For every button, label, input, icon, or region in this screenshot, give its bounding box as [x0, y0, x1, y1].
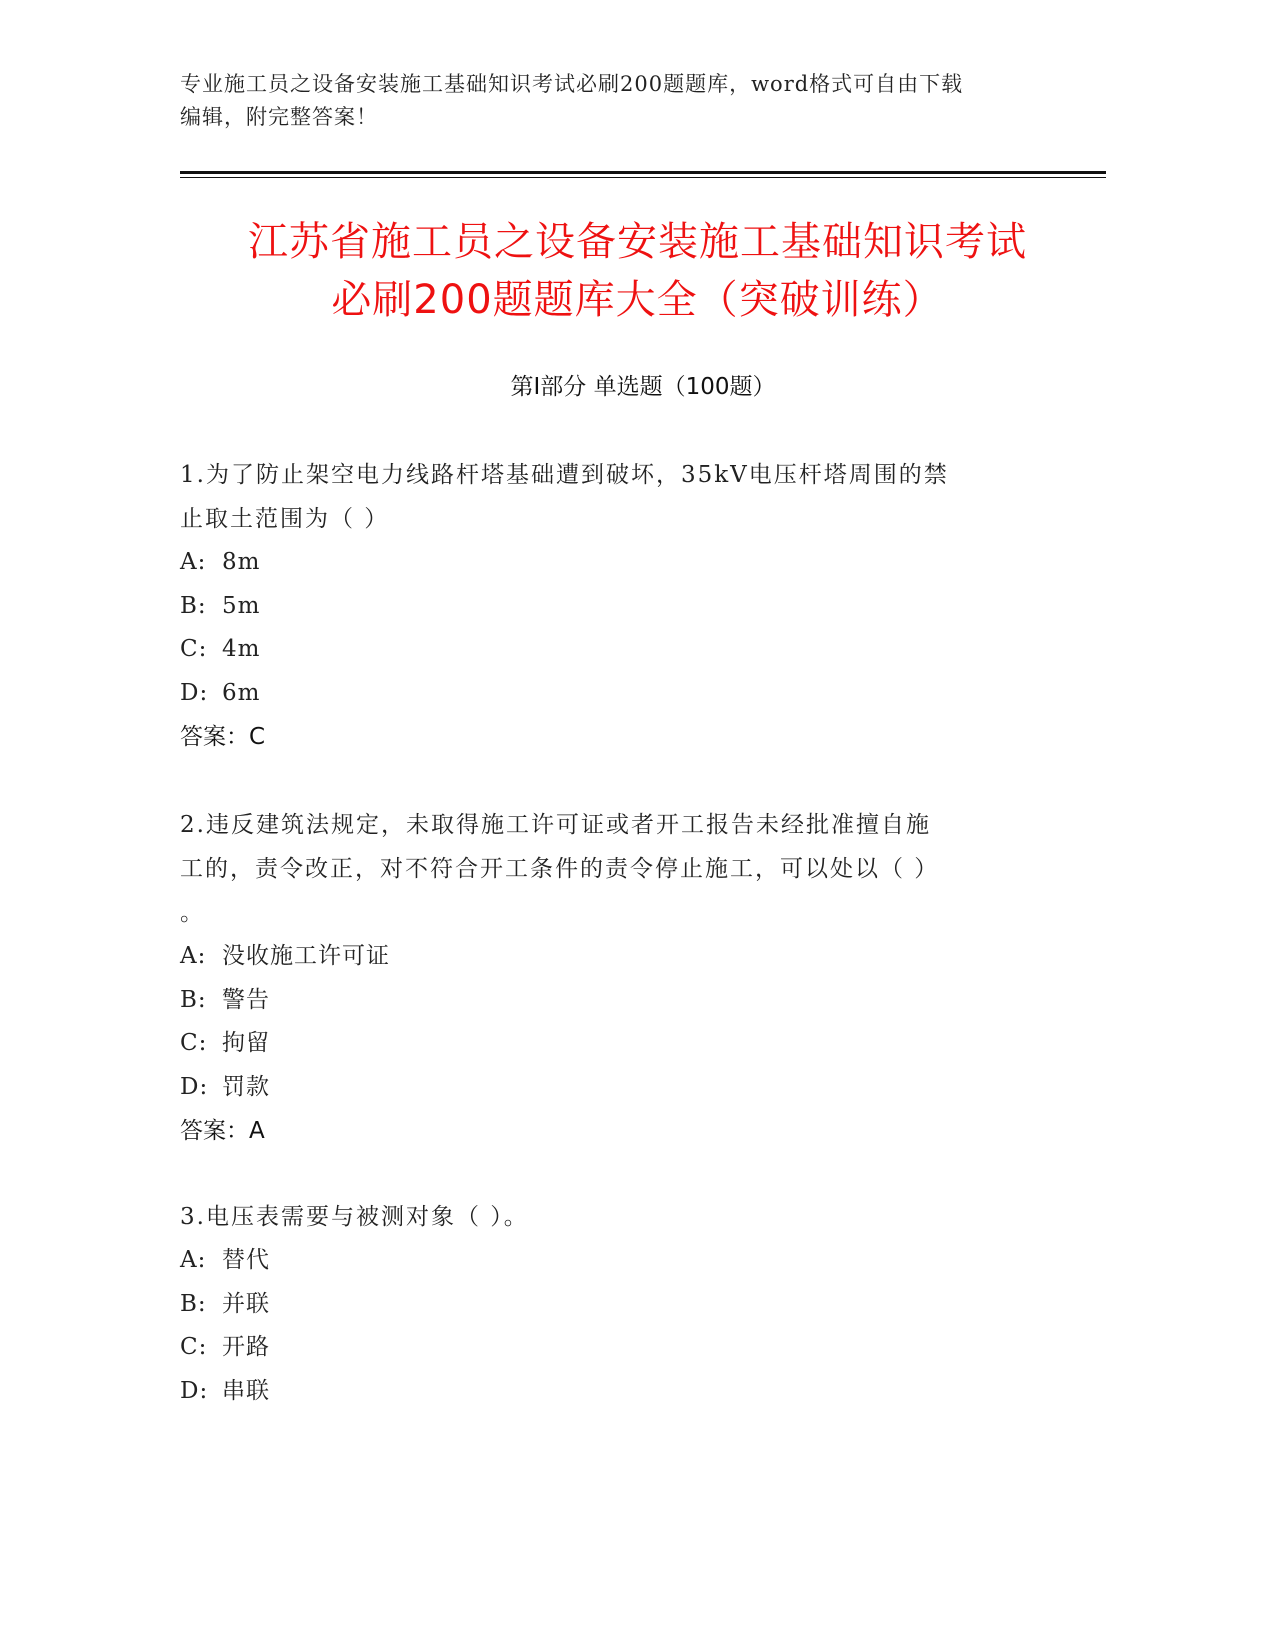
header-divider-thick [180, 171, 1106, 174]
option-label: D: [180, 679, 209, 706]
option-text: 串联 [222, 1377, 270, 1404]
answer: 答案：A [180, 1118, 265, 1144]
question-stem [180, 453, 1030, 541]
option-label: A: [180, 943, 207, 969]
option-label: C: [180, 1334, 208, 1360]
option-b [180, 585, 1030, 629]
option-c [180, 1022, 1030, 1066]
option-d [180, 1066, 1030, 1110]
option-text: 4m [222, 636, 261, 662]
option-b [180, 1283, 1030, 1327]
option-text: 6m [222, 679, 261, 706]
option-d [180, 672, 1030, 716]
option-a [180, 1239, 1030, 1283]
question-stem [180, 1195, 1030, 1239]
question-1 [180, 453, 1030, 759]
answer: 答案：C [180, 724, 266, 750]
option-text: 警告 [222, 986, 270, 1013]
option-text: 5m [222, 592, 261, 619]
option-a [180, 541, 1030, 585]
section-heading: 第Ⅰ部分 单选题（100题） [510, 374, 776, 400]
option-label: C: [180, 636, 208, 662]
option-d [180, 1370, 1030, 1414]
option-label: A: [180, 1247, 207, 1273]
question-stem-line: 2.违反建筑法规定，未取得施工许可证或者开工报告未经批准擅自施 [180, 812, 931, 838]
question-stem [180, 803, 1030, 935]
question-2 [180, 803, 1030, 1153]
question-stem-line: 工的，责令改正，对不符合开工条件的责令停止施工，可以处以（ ） [180, 856, 940, 882]
option-label: B: [180, 592, 207, 619]
option-label: B: [180, 986, 207, 1013]
question-stem-line: 。 [180, 900, 205, 926]
option-text: 没收施工许可证 [222, 943, 390, 969]
header-note-line-2: 编辑，附完整答案！ [180, 105, 378, 129]
option-label: C: [180, 1030, 208, 1056]
option-label: B: [180, 1290, 207, 1317]
document-title [150, 213, 1125, 329]
question-3 [180, 1195, 1030, 1413]
option-c [180, 628, 1030, 672]
option-label: A: [180, 549, 207, 575]
option-text: 拘留 [222, 1030, 270, 1056]
option-label: D: [180, 1377, 209, 1404]
document-title-line-1: 江苏省施工员之设备安装施工基础知识考试 [248, 219, 1027, 265]
option-text: 并联 [222, 1290, 270, 1317]
option-text: 开路 [222, 1334, 270, 1360]
header-divider-thin [180, 177, 1106, 178]
option-a [180, 935, 1030, 979]
document-title-line-2: 必刷200题题库大全（突破训练） [331, 277, 944, 323]
option-text: 罚款 [222, 1073, 270, 1100]
question-stem-line: 3.电压表需要与被测对象（ ）。 [180, 1204, 529, 1230]
option-c [180, 1326, 1030, 1370]
header-note-line-1: 专业施工员之设备安装施工基础知识考试必刷200题题库，word格式可自由下载 [180, 72, 964, 96]
option-text: 替代 [222, 1247, 270, 1273]
question-stem-line: 1.为了防止架空电力线路杆塔基础遭到破坏，35kV电压杆塔周围的禁 [180, 462, 949, 488]
option-b [180, 979, 1030, 1023]
header-note [180, 68, 1050, 134]
option-text: 8m [222, 549, 261, 575]
option-label: D: [180, 1073, 209, 1100]
question-stem-line: 止取土范围为（ ） [180, 506, 390, 532]
